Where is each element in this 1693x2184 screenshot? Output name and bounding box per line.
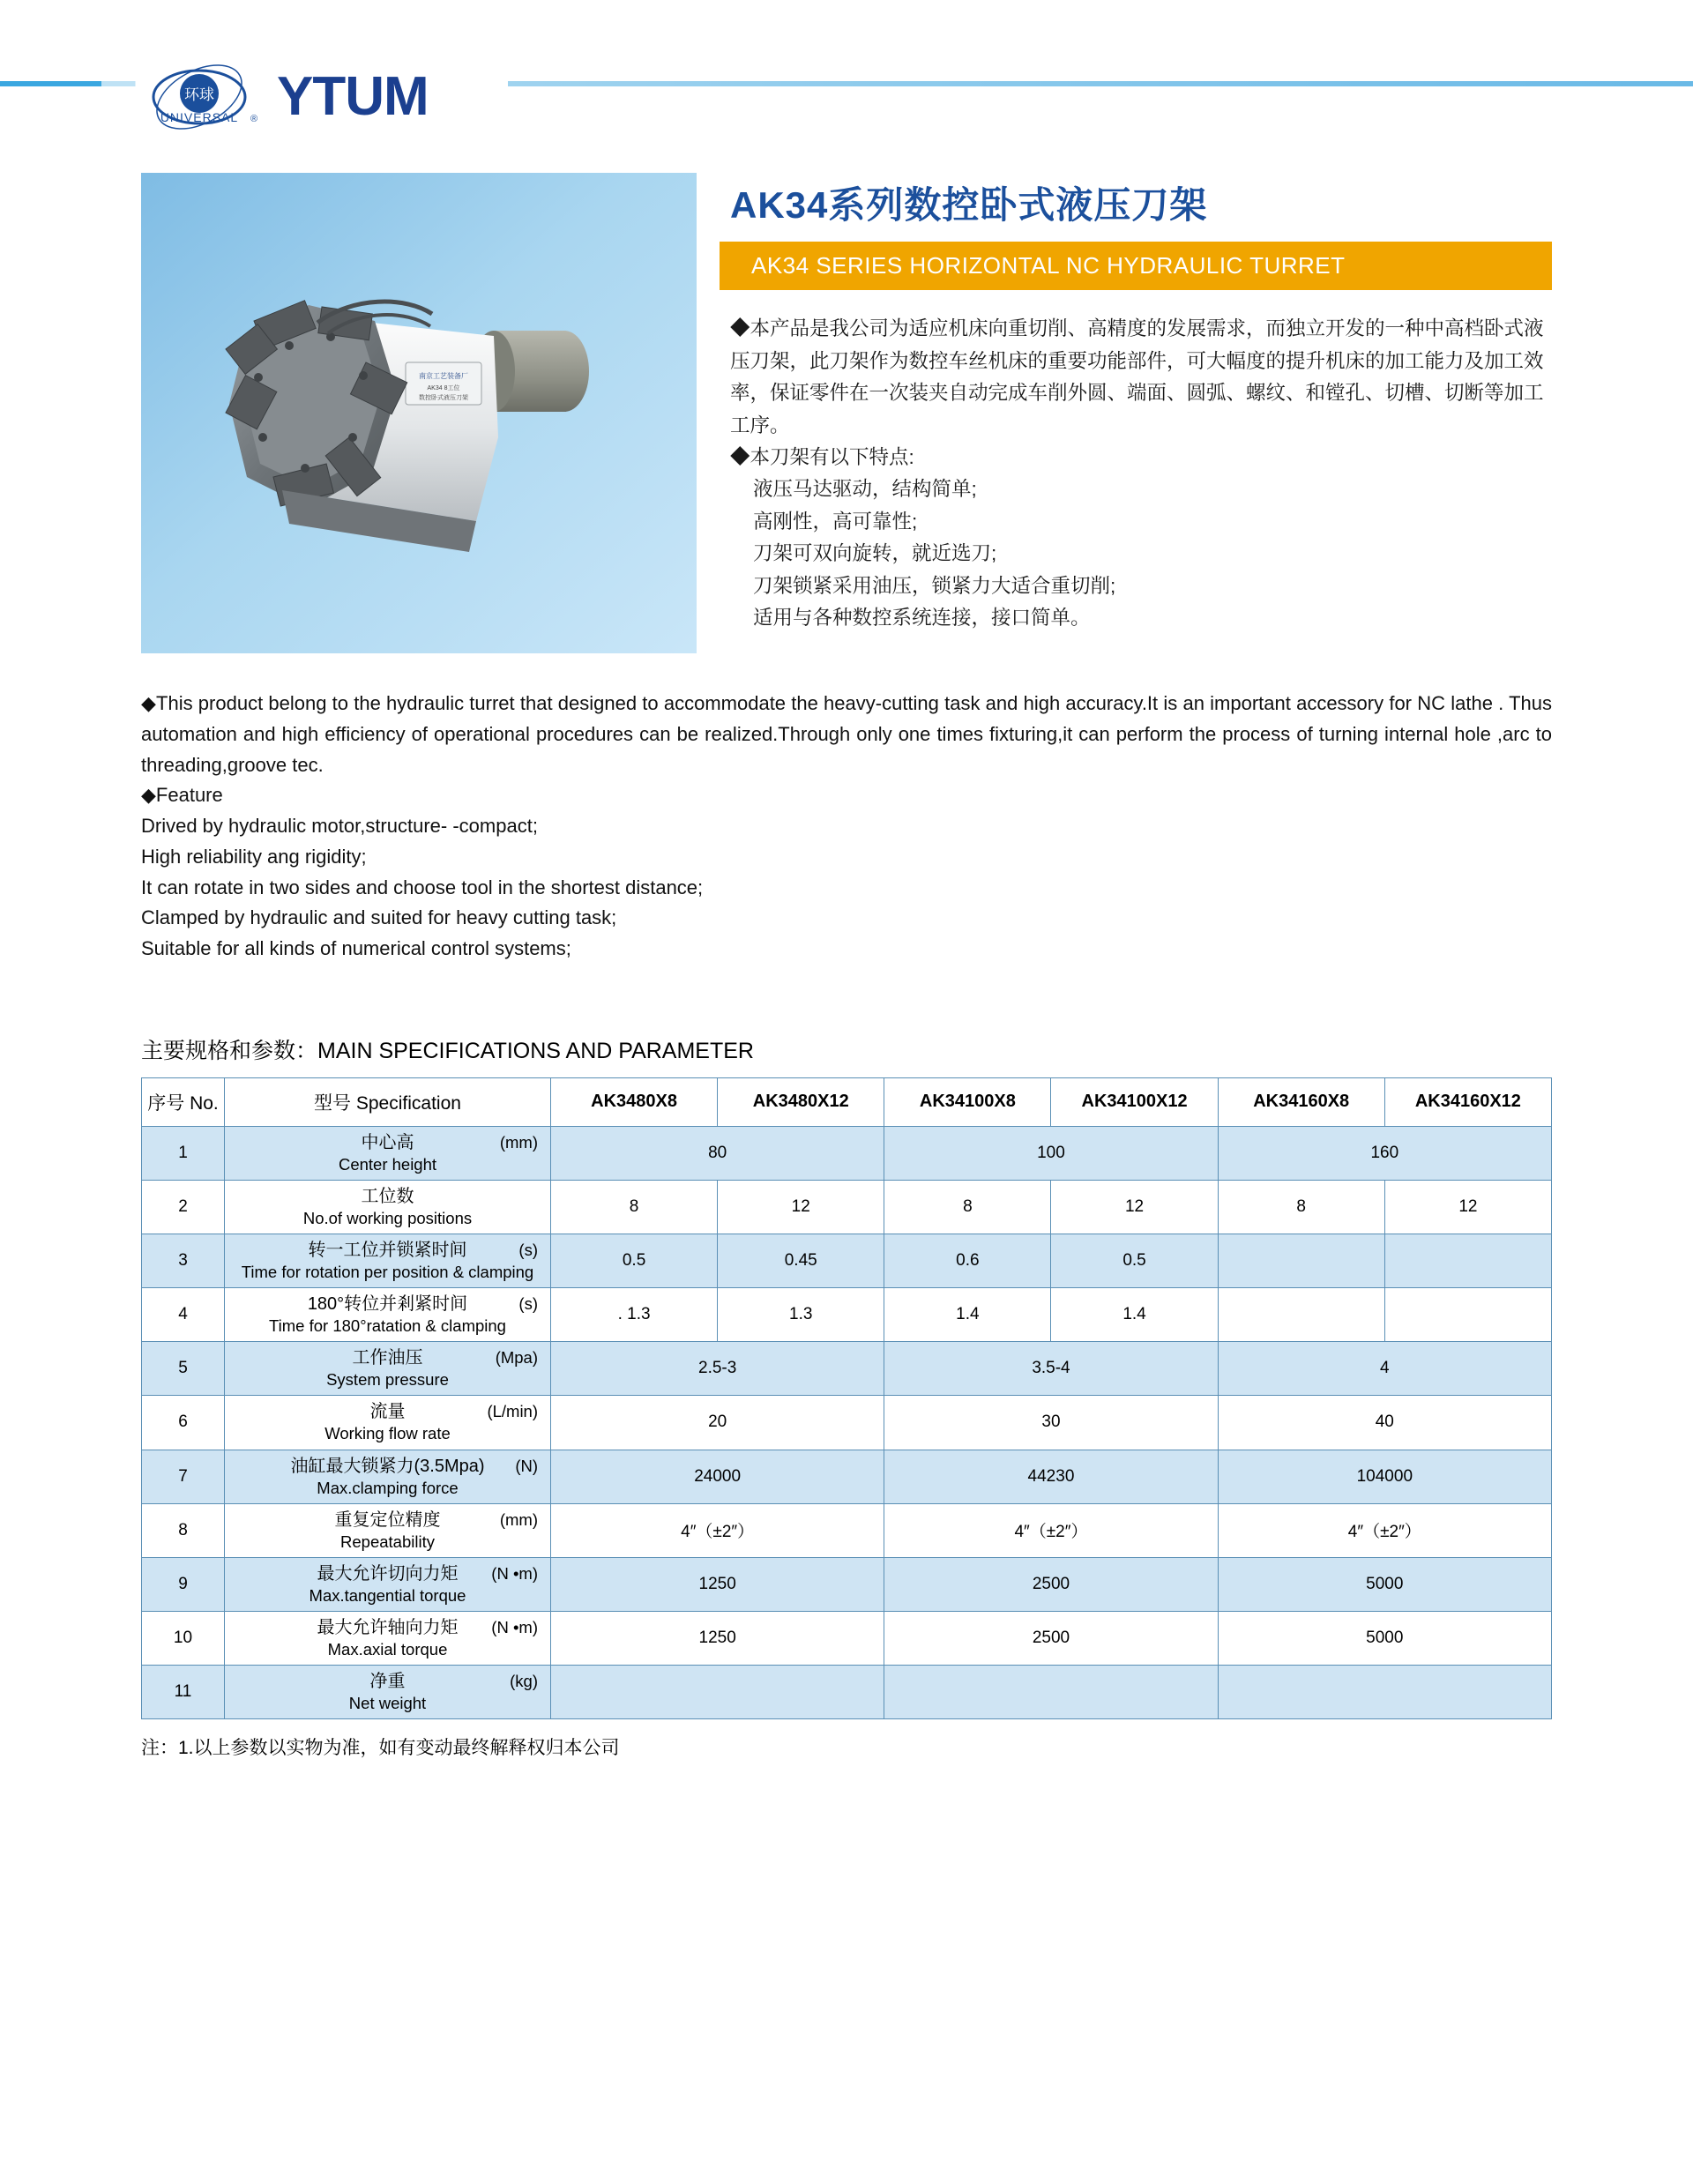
product-intro-section xyxy=(0,173,1693,653)
row-parameter-name xyxy=(225,1666,551,1719)
header-no-cn: 序号 xyxy=(147,1092,185,1114)
parameter-name-cn: 最大允许轴向力矩 xyxy=(317,1617,459,1637)
table-cell-value: 4″（±2″） xyxy=(1218,1503,1551,1557)
feature-item-cn-2: 高刚性，高可靠性; xyxy=(753,510,918,533)
table-cell-value: 100 xyxy=(884,1126,1218,1180)
table-cell-value: . 1.3 xyxy=(551,1288,718,1342)
parameter-name-en: Working flow rate xyxy=(324,1424,451,1443)
specs-heading-cn: 主要规格和参数： xyxy=(141,1038,318,1063)
row-index: 4 xyxy=(142,1288,225,1342)
brand-wordmark: YTUM xyxy=(277,66,429,127)
table-cell-value: 0.6 xyxy=(884,1234,1051,1288)
parameter-name-cn: 工位数 xyxy=(361,1186,414,1206)
parameter-unit: (s) xyxy=(518,1241,538,1259)
parameter-name-cn: 油缸最大锁紧力(3.5Mpa) xyxy=(290,1456,485,1476)
row-parameter-name xyxy=(225,1396,551,1450)
parameter-name-cn: 180°转位并剎紧时间 xyxy=(307,1294,468,1315)
row-index: 8 xyxy=(142,1503,225,1557)
parameter-unit: (N •m) xyxy=(491,1563,538,1583)
table-cell-value xyxy=(1218,1234,1384,1288)
parameter-name-en: Center height xyxy=(338,1154,437,1174)
parameter-name-cn: 工作油压 xyxy=(352,1348,423,1368)
table-cell-value xyxy=(884,1666,1218,1719)
feature-item-en-5: Suitable for all kinds of numerical control systems; xyxy=(141,937,571,959)
header-no-en: No. xyxy=(190,1092,219,1114)
feature-item-en-2: High reliability ang rigidity; xyxy=(141,845,367,868)
row-index: 11 xyxy=(142,1666,225,1719)
header-model-3: AK34100X8 xyxy=(884,1077,1051,1126)
parameter-name-cn: 重复定位精度 xyxy=(334,1509,441,1530)
product-title-cn: AK34系列数控卧式液压刀架 xyxy=(730,184,1208,226)
table-cell-value: 2500 xyxy=(884,1557,1218,1611)
table-cell-value: 8 xyxy=(551,1180,718,1234)
table-cell-value: 24000 xyxy=(551,1450,884,1503)
specs-heading-en: MAIN SPECIFICATIONS AND PARAMETER xyxy=(317,1038,754,1063)
svg-text:数控卧式液压刀架: 数控卧式液压刀架 xyxy=(419,395,468,401)
table-cell-value: 4″（±2″） xyxy=(884,1503,1218,1557)
svg-text:®: ® xyxy=(250,114,258,124)
product-title-en: AK34 SERIES HORIZONTAL NC HYDRAULIC TURRET xyxy=(720,242,1552,290)
page-bottom-spacer xyxy=(0,1760,1693,1954)
table-cell-value: 12 xyxy=(718,1180,884,1234)
header-specification xyxy=(225,1077,551,1126)
table-cell-value: 4″（±2″） xyxy=(551,1503,884,1557)
table-cell-value: 104000 xyxy=(1218,1450,1551,1503)
table-cell-value: 0.5 xyxy=(1051,1234,1218,1288)
table-cell-value: 12 xyxy=(1051,1180,1218,1234)
description-paragraph-en: ◆This product belong to the hydraulic turret that designed to accommodate the heavy-cutting task and high accuracy.It is an important accessory for NC lathe . Thus automation and high efficiency of operational procedures can be realized.Through only one times fixturing,it can perform the process of turning internal hole ,arc to threading,groove tec. xyxy=(141,692,1552,776)
table-cell-value: 2500 xyxy=(884,1611,1218,1665)
parameter-name-en: Max.clamping force xyxy=(317,1478,459,1497)
company-logo xyxy=(141,63,450,130)
table-row xyxy=(142,1288,1552,1342)
universal-globe-icon xyxy=(141,63,272,130)
parameter-unit: (mm) xyxy=(499,1509,538,1529)
parameter-name-en: Max.axial torque xyxy=(327,1639,448,1658)
table-cell-value: 5000 xyxy=(1218,1557,1551,1611)
table-row xyxy=(142,1342,1552,1396)
table-cell-value: 1.3 xyxy=(718,1288,884,1342)
turret-illustration xyxy=(141,173,697,653)
header-model-6: AK34160X12 xyxy=(1384,1077,1551,1126)
row-parameter-name xyxy=(225,1288,551,1342)
table-cell-value: 80 xyxy=(551,1126,884,1180)
header-model-2: AK3480X12 xyxy=(718,1077,884,1126)
parameter-name-cn: 最大允许切向力矩 xyxy=(317,1563,459,1584)
row-parameter-name xyxy=(225,1503,551,1557)
specifications-table xyxy=(141,1077,1552,1719)
table-cell-value xyxy=(1218,1666,1551,1719)
feature-item-en-4: Clamped by hydraulic and suited for heavy cutting task; xyxy=(141,906,617,929)
table-cell-value: 0.45 xyxy=(718,1234,884,1288)
parameter-unit: (kg) xyxy=(510,1672,538,1690)
table-row xyxy=(142,1611,1552,1665)
row-parameter-name xyxy=(225,1126,551,1180)
parameter-name-cn: 转一工位并锁紧时间 xyxy=(308,1241,467,1260)
header-model-4: AK34100X12 xyxy=(1051,1077,1218,1126)
table-cell-value: 160 xyxy=(1218,1126,1551,1180)
description-paragraph-cn: ◆本产品是我公司为适应机床向重切削、高精度的发展需求，而独立开发的一种中高档卧式液压刀架，此刀架作为数控车丝机床的重要功能部件，可大幅度的提升机床的加工能力及加工效率，保证零件在一次装夹自动完成车削外圆、端面、圆弧、螺纹、和镗孔、切槽、切断等加工工序。 xyxy=(730,317,1544,436)
feature-item-cn-4: 刀架锁紧采用油压，锁紧力大适合重切削; xyxy=(753,574,1116,597)
row-index: 6 xyxy=(142,1396,225,1450)
table-cell-value xyxy=(1384,1234,1551,1288)
table-cell-value: 40 xyxy=(1218,1396,1551,1450)
table-row xyxy=(142,1557,1552,1611)
feature-title-cn: ◆本刀架有以下特点: xyxy=(730,445,914,468)
table-row xyxy=(142,1503,1552,1557)
row-index: 7 xyxy=(142,1450,225,1503)
parameter-name-en: Repeatability xyxy=(340,1532,435,1551)
table-cell-value: 3.5-4 xyxy=(884,1342,1218,1396)
parameter-name-cn: 净重 xyxy=(369,1672,406,1691)
table-cell-value: 30 xyxy=(884,1396,1218,1450)
table-cell-value: 44230 xyxy=(884,1450,1218,1503)
row-index: 5 xyxy=(142,1342,225,1396)
table-cell-value xyxy=(1384,1288,1551,1342)
specs-heading xyxy=(0,965,1693,1077)
feature-title-en: ◆Feature xyxy=(141,784,223,807)
table-row xyxy=(142,1396,1552,1450)
specifications-table-body xyxy=(142,1126,1552,1718)
parameter-name-en: No.of working positions xyxy=(302,1208,473,1227)
feature-item-en-3: It can rotate in two sides and choose tool in the shortest distance; xyxy=(141,876,704,898)
table-cell-value: 20 xyxy=(551,1396,884,1450)
header-spec-en: Specification xyxy=(355,1092,461,1114)
row-index: 10 xyxy=(142,1611,225,1665)
parameter-name-en: Time for 180°ratation & clamping xyxy=(269,1316,506,1336)
specs-note: 注：1.以上参数以实物为准，如有变动最终解释权归本公司 xyxy=(141,1738,620,1759)
svg-text:南京工艺装备厂: 南京工艺装备厂 xyxy=(419,372,468,380)
table-cell-value: 5000 xyxy=(1218,1611,1551,1665)
parameter-name-en: Max.tangential torque xyxy=(309,1585,466,1605)
parameter-unit: (L/min) xyxy=(487,1402,538,1421)
parameter-name-en: System pressure xyxy=(326,1370,449,1390)
parameter-unit: (N) xyxy=(515,1456,538,1475)
table-row xyxy=(142,1126,1552,1180)
table-cell-value: 1.4 xyxy=(1051,1288,1218,1342)
parameter-unit: (mm) xyxy=(499,1132,538,1152)
header-no xyxy=(142,1077,225,1126)
svg-text:环球: 环球 xyxy=(184,86,214,103)
feature-item-cn-1: 液压马达驱动，结构简单; xyxy=(753,478,977,501)
row-parameter-name xyxy=(225,1450,551,1503)
parameter-unit: (N •m) xyxy=(491,1617,538,1636)
header-model-5: AK34160X8 xyxy=(1218,1077,1384,1126)
specs-table-wrap xyxy=(0,1077,1693,1719)
table-cell-value: 1250 xyxy=(551,1611,884,1665)
table-cell-value: 0.5 xyxy=(551,1234,718,1288)
header-spec-cn: 型号 xyxy=(314,1092,352,1114)
table-header-row xyxy=(142,1077,1552,1126)
parameter-unit: (s) xyxy=(518,1294,538,1314)
row-parameter-name xyxy=(225,1342,551,1396)
table-cell-value: 2.5-3 xyxy=(551,1342,884,1396)
row-index: 9 xyxy=(142,1557,225,1611)
parameter-name-en: Net weight xyxy=(348,1694,427,1712)
product-text-column xyxy=(720,173,1552,653)
table-row xyxy=(142,1180,1552,1234)
product-description-cn xyxy=(720,313,1552,634)
row-parameter-name xyxy=(225,1557,551,1611)
table-cell-value: 4 xyxy=(1218,1342,1551,1396)
row-parameter-name xyxy=(225,1611,551,1665)
table-row xyxy=(142,1234,1552,1288)
parameter-unit: (Mpa) xyxy=(495,1348,538,1368)
table-row xyxy=(142,1450,1552,1503)
table-cell-value xyxy=(1218,1288,1384,1342)
row-index: 2 xyxy=(142,1180,225,1234)
feature-item-cn-5: 适用与各种数控系统连接，接口简单。 xyxy=(753,607,1091,630)
table-cell-value: 12 xyxy=(1384,1180,1551,1234)
svg-text:UNIVERSAL: UNIVERSAL xyxy=(160,110,239,124)
parameter-name-en: Time for rotation per position & clamping xyxy=(241,1263,534,1281)
table-cell-value: 8 xyxy=(1218,1180,1384,1234)
product-description-en xyxy=(0,653,1693,965)
page-header xyxy=(0,0,1693,173)
header-model-1: AK3480X8 xyxy=(551,1077,718,1126)
parameter-name-cn: 流量 xyxy=(369,1402,406,1422)
table-row xyxy=(142,1666,1552,1719)
row-parameter-name xyxy=(225,1234,551,1288)
row-index: 3 xyxy=(142,1234,225,1288)
feature-item-cn-3: 刀架可双向旋转，就近选刀; xyxy=(753,542,997,565)
svg-text:AK34 8工位: AK34 8工位 xyxy=(427,385,460,391)
table-cell-value: 1.4 xyxy=(884,1288,1051,1342)
parameter-name-cn: 中心高 xyxy=(361,1132,414,1152)
table-cell-value xyxy=(551,1666,884,1719)
row-index: 1 xyxy=(142,1126,225,1180)
feature-item-en-1: Drived by hydraulic motor,structure- -compact; xyxy=(141,815,538,837)
table-cell-value: 1250 xyxy=(551,1557,884,1611)
row-parameter-name xyxy=(225,1180,551,1234)
table-cell-value: 8 xyxy=(884,1180,1051,1234)
product-photo xyxy=(141,173,697,653)
